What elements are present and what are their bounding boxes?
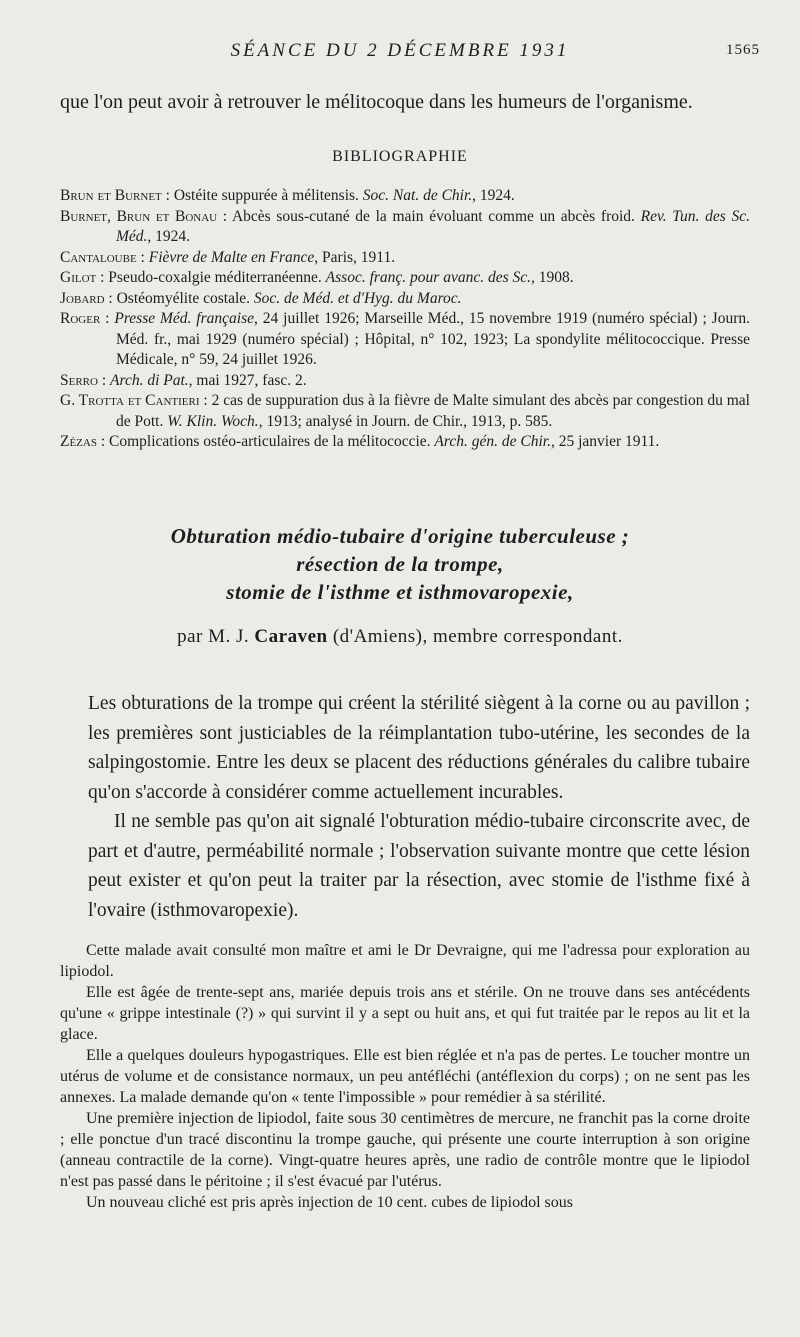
entry-text: : Abcès sous-cutané de la main évoluant comme un abcès froid. (217, 207, 641, 225)
case-paragraph: Elle est âgée de trente-sept ans, mariée depuis trois ans et stérile. On ne trouve dans ses antécédents qu'une « grippe intestinale (?) » qui survint il y a sept ou huit ans, et qui fut traitée par le repos au lit et la glace. (60, 984, 750, 1043)
bibliography-entry (60, 186, 750, 207)
bibliography-entry (60, 248, 750, 269)
entry-source: Rev. Tun. des Sc. Méd. (116, 207, 750, 245)
bibliography-entry (60, 268, 750, 289)
entry-author: Cantaloube (60, 248, 137, 266)
entry-source: Arch. di Pat. (110, 371, 189, 389)
entry-text: : Ostéite suppurée à mélitensis. (161, 187, 363, 204)
entry-source: Arch. gén. de Chir. (434, 433, 551, 450)
page-number: 1565 (726, 42, 760, 58)
body-paragraph: Il ne semble pas qu'on ait signalé l'obturation médio-tubaire circonscrite avec, de part et d'autre, perméabilité normale ; l'observation suivante montre que cette lésion peut exister et qu'on peut la traiter par la résection, avec stomie de l'isthme fixé à l'ovaire (isthmovaropexie). (88, 811, 750, 921)
entry-author: Gilot (60, 269, 97, 286)
case-paragraph: Elle a quelques douleurs hypogastriques. Elle est bien réglée et n'a pas de pertes. Le toucher montre un utérus de volume et de consistance normaux, un peu antéfléchi (antéflexion du corps) ; on ne sent pas les annexes. La malade demande qu'on « tente l'impossible » pour remédier à sa stérilité. (60, 1047, 750, 1106)
case-paragraph: Une première injection de lipiodol, faite sous 30 centimètres de mercure, ne franchit pas la corne droite ; elle ponctue d'un tracé discontinu la trompe gauche, qui présente une courte interruption à son origine (anneau contractile de la corne). Vingt-quatre heures après, une radio de contrôle montre que le lipiodol n'est pas passé dans le péritoine ; il s'est évacué par l'utérus. (60, 1110, 750, 1190)
entry-rest: , 1913; analysé in Journ. de Chir., 1913, p. 585. (258, 412, 553, 430)
byline-suffix: (d'Amiens), membre correspondant. (327, 626, 623, 647)
bibliography-entry (60, 391, 750, 432)
entry-author: Jobard (60, 289, 105, 307)
entry-rest: , 1924. (472, 187, 515, 204)
entry-author: Zézas (60, 433, 97, 450)
article-title (0, 522, 800, 606)
bibliography-entry (60, 432, 750, 453)
entry-source: W. Klin. Woch. (167, 412, 259, 430)
intro-text (60, 88, 750, 117)
entry-text: : (97, 371, 111, 389)
entry-text: : Ostéomyélite costale. (104, 289, 254, 307)
entry-author: Serro (60, 371, 98, 389)
page-header (0, 40, 800, 70)
entry-text: : Complications ostéo-articulaires de la mélitococcie. (96, 433, 435, 450)
case-report (60, 940, 750, 1213)
entry-rest: , Paris, 1911. (314, 248, 396, 266)
entry-source: Assoc. franç. pour avanc. des Sc. (325, 269, 531, 286)
entry-rest: , 24 juillet 1926; Marseille Méd., 15 novembre 1919 (numéro spécial) ; Journ. Méd. fr., mai 1929 (numéro spécial) ; Hôpital, n° 102, 1923; La spondylite mélitococcique. Presse Médicale, n° 59, 24 juillet 1926. (116, 310, 750, 368)
entry-rest: , 1924. (147, 228, 191, 245)
entry-source: Fièvre de Malte en France (148, 248, 315, 266)
article-title-line2: résection de la trompe, (296, 552, 504, 576)
byline-author: Caraven (254, 626, 328, 647)
entry-rest: , mai 1927, fasc. 2. (188, 371, 307, 389)
entry-rest: , 25 janvier 1911. (550, 433, 660, 450)
entry-text: : 2 cas de suppuration dus à la fièvre de Malte simulant des abcès par congestion du mal de Pott. (116, 392, 750, 430)
entry-text: : (136, 248, 149, 266)
bibliography-entry (60, 289, 750, 310)
article-title-line1: Obturation médio-tubaire d'origine tuberculeuse ; (170, 524, 630, 548)
entry-author: Burnet, Brun et Bonau (60, 207, 218, 225)
article-body (88, 689, 750, 925)
article-title-line3: stomie de l'isthme et isthmovaropexie, (226, 580, 574, 604)
bibliography-entry (60, 207, 750, 248)
intro-paragraph: que l'on peut avoir à retrouver le mélitocoque dans les humeurs de l'organisme. (60, 91, 693, 113)
body-paragraph: Les obturations de la trompe qui créent la stérilité siègent à la corne ou au pavillon ; les premières sont justiciables de la réimplantation tubo-utérine, les secondes de la salpingostomie. Entre les deux se placent des réductions générales du calibre tubaire qu'on s'accorde à considérer comme actuellement incurables. (88, 693, 750, 803)
entry-text: : (100, 310, 115, 327)
entry-text: : Pseudo-coxalgie méditerranéenne. (96, 269, 326, 286)
case-paragraph: Cette malade avait consulté mon maître et ami le Dr Devraigne, qui me l'adressa pour exploration au lipiodol. (60, 942, 750, 980)
case-paragraph: Un nouveau cliché est pris après injection de 10 cent. cubes de lipiodol sous (86, 1194, 573, 1211)
byline-prefix: par M. J. (177, 626, 255, 647)
entry-source: Soc. de Méd. et d'Hyg. du Maroc. (253, 289, 462, 307)
bibliography-heading: BIBLIOGRAPHIE (332, 148, 468, 165)
entry-author: Brun et Burnet (60, 187, 162, 204)
entry-author: G. Trotta et Cantieri (60, 392, 200, 409)
article-byline (0, 626, 800, 648)
entry-rest: , 1908. (531, 269, 574, 286)
bibliography-list (60, 186, 750, 453)
entry-author: Roger (60, 310, 101, 327)
entry-source: Soc. Nat. de Chir. (362, 187, 473, 204)
bibliography-entry (60, 309, 750, 371)
running-title: SÉANCE DU 2 DÉCEMBRE 1931 (230, 40, 570, 61)
bibliography-entry (60, 371, 750, 392)
entry-source: Presse Méd. française (114, 310, 254, 327)
